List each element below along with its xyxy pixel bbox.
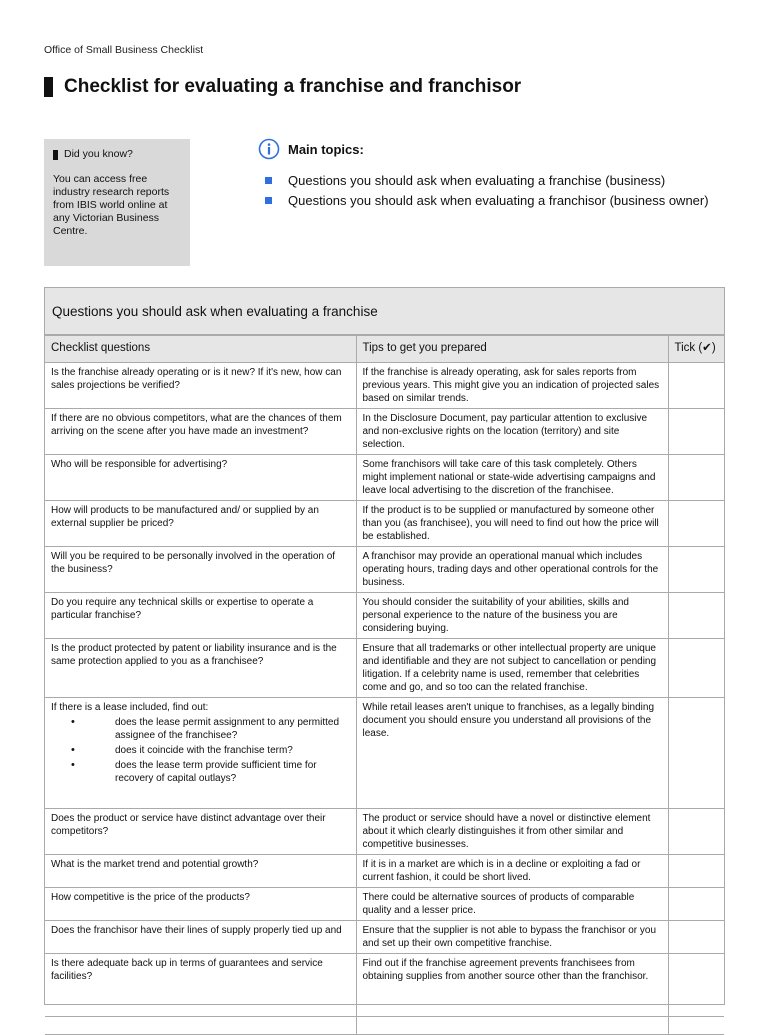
topic-label: Questions you should ask when evaluating a franchise (business) — [288, 172, 666, 188]
tick-cell[interactable] — [668, 547, 724, 593]
tip-cell — [356, 1017, 668, 1035]
question-cell: How will products to be manufactured and/ or supplied by an external supplier be priced? — [45, 501, 356, 547]
title-marker — [44, 77, 53, 97]
topic-item[interactable] — [265, 190, 738, 210]
topic-label: Questions you should ask when evaluating a franchisor (business owner) — [288, 192, 709, 208]
tick-cell[interactable] — [668, 855, 724, 888]
tip-cell: If the product is to be supplied or manufactured by someone other than you (as franchisee), you will need to find out how the price will be established. — [356, 501, 668, 547]
tick-cell[interactable] — [668, 501, 724, 547]
tip-cell: If the franchise is already operating, ask for sales reports from previous years. This might give you an indication of projected sales based on similar trends. — [356, 363, 668, 409]
table-row — [45, 954, 724, 1017]
did-you-know-marker — [53, 150, 58, 160]
tick-cell[interactable] — [668, 954, 724, 1017]
topic-item[interactable] — [265, 170, 738, 190]
main-topics-heading: Main topics: — [288, 141, 364, 157]
tick-cell[interactable] — [668, 809, 724, 855]
column-header: Tips to get you prepared — [356, 336, 668, 363]
question-cell: How competitive is the price of the products? — [45, 888, 356, 921]
tip-cell: The product or service should have a novel or distinctive element about it which clearly distinguishes it from other similar and competitive businesses. — [356, 809, 668, 855]
question-cell — [45, 698, 356, 809]
table-row — [45, 809, 724, 855]
checklist-table — [45, 335, 724, 1035]
tick-cell[interactable] — [668, 698, 724, 809]
column-header: Checklist questions — [45, 336, 356, 363]
column-header: Tick (✔) — [668, 336, 724, 363]
list-item: • does it coincide with the franchise term? — [115, 744, 350, 757]
tip-cell: While retail leases aren't unique to franchises, as a legally binding document you should ensure you understand all provisions of the lease. — [356, 698, 668, 809]
tick-cell[interactable] — [668, 593, 724, 639]
question-cell: Do you require any technical skills or expertise to operate a particular franchise? — [45, 593, 356, 639]
tick-cell[interactable] — [668, 455, 724, 501]
question-cell: Does the franchisor have their lines of supply properly tied up and — [45, 921, 356, 954]
tick-cell[interactable] — [668, 639, 724, 698]
table-row — [45, 698, 724, 809]
did-you-know-heading: Did you know? — [64, 148, 133, 160]
table-header-row — [45, 336, 724, 363]
tip-cell: You should consider the suitability of your abilities, skills and personal experience to the nature of the business you are considering buying. — [356, 593, 668, 639]
tip-cell: If it is in a market are which is in a decline or exploiting a fad or current fashion, it could be short lived. — [356, 855, 668, 888]
square-bullet-icon — [265, 177, 272, 184]
tick-cell[interactable] — [668, 363, 724, 409]
lease-question-text: If there is a lease included, find out: — [51, 702, 209, 713]
table-row — [45, 501, 724, 547]
tip-cell: Some franchisors will take care of this task completely. Others might implement national or state-wide advertising campaigns and leave local advertising to the discretion of the franchisee. — [356, 455, 668, 501]
table-row — [45, 455, 724, 501]
square-bullet-icon — [265, 197, 272, 204]
page-title-text: Checklist for evaluating a franchise and franchisor — [64, 76, 522, 97]
table-row — [45, 888, 724, 921]
tip-cell: Find out if the franchise agreement prevents franchisees from obtaining supplies from another source other than the franchisor. — [356, 954, 668, 1017]
did-you-know-box — [44, 139, 190, 266]
did-you-know-body: You can access free industry research reports from IBIS world online at any Victorian Business Centre. — [53, 173, 170, 237]
tick-cell[interactable] — [668, 921, 724, 954]
tip-cell: There could be alternative sources of products of comparable quality and a lesser price. — [356, 888, 668, 921]
question-cell: Does the product or service have distinct advantage over their competitors? — [45, 809, 356, 855]
question-cell: What is the market trend and potential growth? — [45, 855, 356, 888]
list-item: • does the lease permit assignment to any permitted assignee of the franchisee? — [115, 716, 350, 742]
question-cell: Is the franchise already operating or is it new? If it's new, how can sales projections be verified? — [45, 363, 356, 409]
franchise-checklist-panel — [44, 287, 725, 1005]
tick-cell[interactable] — [668, 409, 724, 455]
table-row — [45, 1017, 724, 1035]
list-item: • does the lease term provide sufficient time for recovery of capital outlays? — [115, 759, 350, 785]
main-topics — [258, 138, 738, 210]
tick-cell[interactable] — [668, 1017, 724, 1035]
table-row — [45, 547, 724, 593]
table-row — [45, 855, 724, 888]
question-cell: If there are no obvious competitors, what are the chances of them arriving on the scene after you have made an investment? — [45, 409, 356, 455]
question-cell: Will you be required to be personally involved in the operation of the business? — [45, 547, 356, 593]
question-cell: Is there adequate back up in terms of guarantees and service facilities? — [45, 954, 356, 1017]
tick-cell[interactable] — [668, 888, 724, 921]
tip-cell: A franchisor may provide an operational manual which includes operating hours, trading days and other operational controls for the business. — [356, 547, 668, 593]
table-row — [45, 639, 724, 698]
page-title — [44, 76, 521, 98]
info-icon — [258, 138, 280, 160]
table-row — [45, 409, 724, 455]
lease-sub-list — [51, 716, 350, 785]
tip-cell: Ensure that the supplier is not able to bypass the franchisor or you and set up their own competitive franchise. — [356, 921, 668, 954]
tip-cell: Ensure that all trademarks or other intellectual property are unique and identifiable and they are not subject to cancellation or pending litigation. If a celebrity name is used, remember that celebrities come and go, and so too can the related franchise. — [356, 639, 668, 698]
question-cell: Who will be responsible for advertising? — [45, 455, 356, 501]
section-title: Questions you should ask when evaluating a franchise — [45, 288, 724, 335]
table-row — [45, 593, 724, 639]
document-header: Office of Small Business Checklist — [44, 44, 204, 56]
tip-cell: In the Disclosure Document, pay particular attention to exclusive and non-exclusive rights on the location (territory) and site selection. — [356, 409, 668, 455]
question-cell — [45, 1017, 356, 1035]
question-cell: Is the product protected by patent or liability insurance and is the same protection applied to you as a franchisee? — [45, 639, 356, 698]
table-row — [45, 363, 724, 409]
table-row — [45, 921, 724, 954]
